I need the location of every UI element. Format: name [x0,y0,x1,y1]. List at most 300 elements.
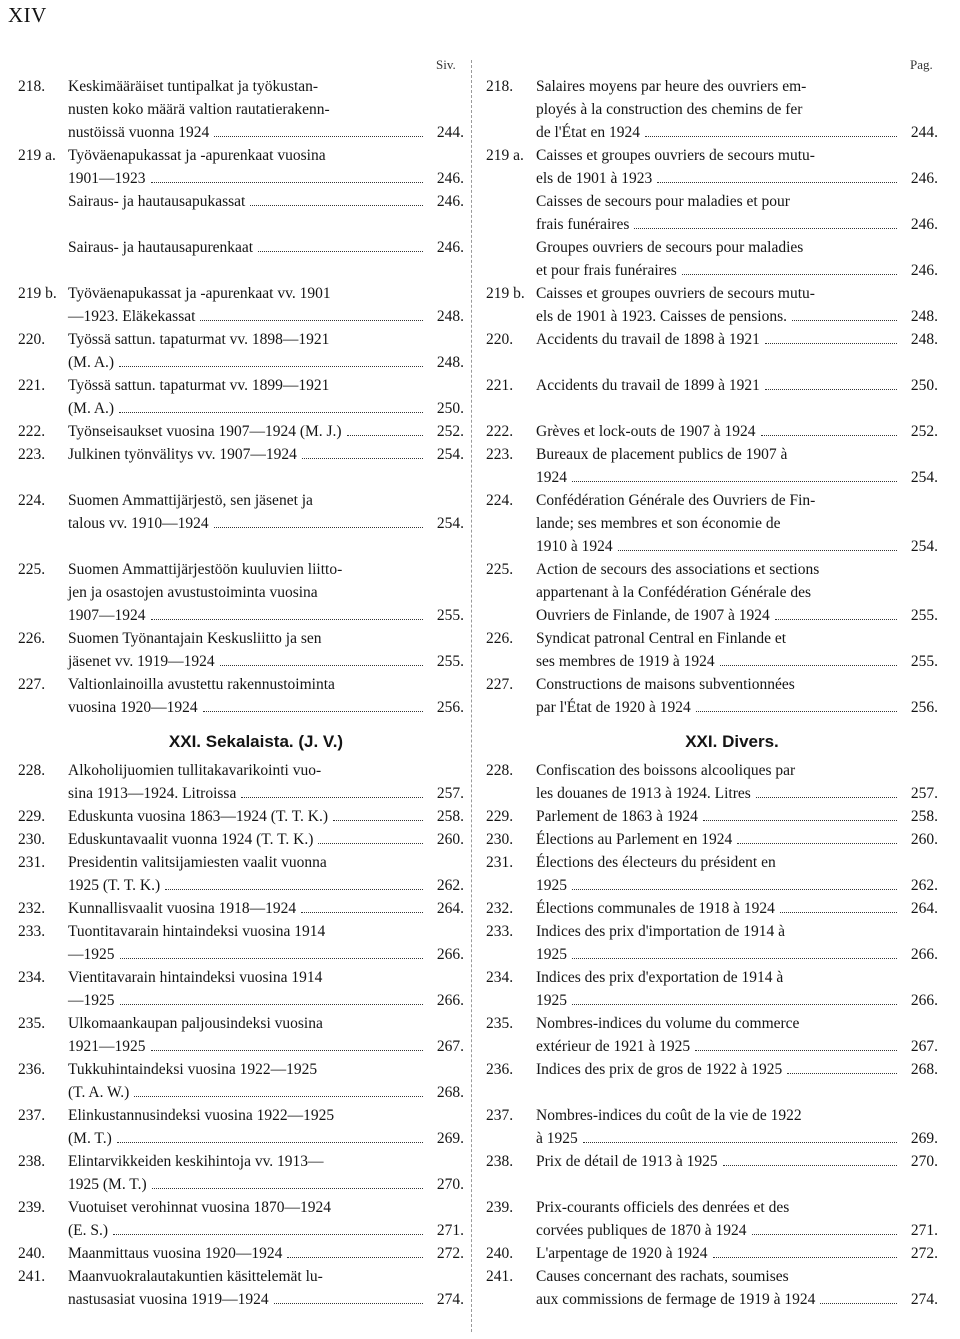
entry-page-number: 256. [910,699,938,716]
toc-entry [18,897,464,920]
entry-title [68,851,464,897]
entry-title-line: Suomen Työnantajain Keskusliitto ja sen [68,630,322,647]
entry-title-line: ses membres de 1919 à 1924 [536,653,715,670]
dot-leader [241,797,423,798]
entry-page-number: 246. [436,239,464,256]
toc-entry [18,443,464,466]
entry-title-line: nustöissä vuonna 1924 [68,124,210,141]
entry-title-line: Prix de détail de 1913 à 1925 [536,1153,718,1170]
entry-title [68,282,464,328]
entry-title-line: nastusasiat vuosina 1919—1924 [68,1291,269,1308]
dot-leader [720,665,897,666]
entry-title [68,420,464,443]
entry-title-line: (M. T.) [68,1130,112,1147]
toc-entry [486,627,938,673]
toc-entry [486,190,938,236]
entry-number: 222. [18,423,46,440]
dot-leader [220,665,423,666]
entry-page-number: 266. [436,992,464,1009]
entry-number: 228. [18,762,46,779]
entry-title-line: Vuotuiset verohinnat vuosina 1870—1924 [68,1199,331,1216]
entry-page-number: 269. [436,1130,464,1147]
finnish-column [18,75,464,1311]
dot-leader [583,1142,897,1143]
dot-leader [780,912,897,913]
entry-page-number: 257. [910,785,938,802]
entry-title [536,1104,938,1150]
entry-page-number: 264. [436,900,464,917]
toc-entry [486,1058,938,1081]
entry-title [68,966,464,1012]
entry-number: 227. [486,676,514,693]
entry-number: 239. [486,1199,514,1216]
french-entries-section-xxi [486,759,938,1311]
entry-page-number: 257. [436,785,464,802]
toc-entry [486,1265,938,1311]
entry-page-number: 248. [436,308,464,325]
toc-entry [486,828,938,851]
entry-page-number: 272. [436,1245,464,1262]
entry-page-number: 274. [436,1291,464,1308]
entry-title [68,1196,464,1242]
toc-entry [18,759,464,805]
entry-title-line: aux commissions de fermage de 1919 à 1924 [536,1291,816,1308]
toc-entry [486,1196,938,1242]
entry-page-number: 248. [910,308,938,325]
entry-title-line: Élections au Parlement en 1924 [536,831,733,848]
dot-leader [723,1165,897,1166]
entry-page-number: 271. [910,1222,938,1239]
entry-page-number: 262. [436,877,464,894]
entry-number: 224. [486,492,514,509]
entry-title-line: extérieur de 1921 à 1925 [536,1038,691,1055]
dot-leader [765,389,897,390]
entry-title-line: appartenant à la Confédération Générale des [536,584,811,601]
dot-leader [287,1257,423,1258]
entry-page-number: 254. [910,469,938,486]
entry-title-line: Prix-courants officiels des denrées et des [536,1199,790,1216]
toc-entry [486,966,938,1012]
entry-page-number: 260. [910,831,938,848]
dot-leader [737,843,897,844]
entry-title-line: 1925 (M. T.) [68,1176,147,1193]
entry-number: 237. [18,1107,46,1124]
toc-entry [486,1242,938,1265]
entry-title [68,897,464,920]
entry-title-line: Maanmittaus vuosina 1920—1924 [68,1245,283,1262]
entry-number: 222. [486,423,514,440]
toc-entry [486,374,938,397]
entry-title [536,1150,938,1173]
entry-number: 225. [486,561,514,578]
entry-title-line: Työväenapukassat ja -apurenkaat vuosina [68,147,326,164]
dot-leader [120,1004,424,1005]
dot-leader [203,711,423,712]
toc-entry [18,966,464,1012]
entry-number: 233. [18,923,46,940]
toc-entry [18,190,464,213]
toc-entry [18,420,464,443]
entry-title-line: talous vv. 1910—1924 [68,515,209,532]
entry-number: 227. [18,676,46,693]
entry-page-number: 262. [910,877,938,894]
entry-number: 238. [18,1153,46,1170]
entry-title [536,420,938,443]
entry-title [536,759,938,805]
entry-title [68,1150,464,1196]
toc-entry [18,1196,464,1242]
entry-number: 236. [486,1061,514,1078]
entry-page-number: 250. [436,400,464,417]
entry-page-number: 246. [436,170,464,187]
entry-title [68,920,464,966]
entry-title [536,828,938,851]
page-number: XIV [8,3,47,27]
entry-number: 224. [18,492,46,509]
entry-page-number: 255. [910,653,938,670]
entry-title-line: —1925 [68,992,115,1009]
entry-title-line: Sairaus- ja hautausapurenkaat [68,239,254,256]
dot-leader [347,435,423,436]
entry-page-number: 264. [910,900,938,917]
entry-title-line: Groupes ouvriers de secours pour maladies [536,239,804,256]
dot-leader [214,527,423,528]
entry-title-line: Tuontitavarain hintaindeksi vuosina 1914 [68,923,326,940]
toc-entry [18,282,464,328]
entry-page-number: 274. [910,1291,938,1308]
entry-title-line: Salaires moyens par heure des ouvriers em- [536,78,807,95]
dot-leader [713,1257,897,1258]
entry-page-number: 250. [910,377,938,394]
dot-leader [572,481,897,482]
dot-leader [119,412,423,413]
entry-title-line: Constructions de maisons subventionnées [536,676,795,693]
dot-leader [151,1050,424,1051]
dot-leader [165,889,423,890]
toc-entry [18,673,464,719]
french-section-heading: XXI. Divers. [685,732,779,751]
dot-leader [274,1303,423,1304]
toc-entry [18,851,464,897]
entry-title-line: jen ja osastojen avustustoiminta vuosina [68,584,318,601]
entry-page-number: 246. [910,216,938,233]
entry-number: 226. [486,630,514,647]
entry-title [536,558,938,627]
entry-title-line: 1910 à 1924 [536,538,613,555]
entry-title-line: Presidentin valitsijamiesten vaalit vuonna [68,854,327,871]
entry-title-line: Indices des prix de gros de 1922 à 1925 [536,1061,783,1078]
entry-number: 229. [18,808,46,825]
entry-title-line: Sairaus- ja hautausapukassat [68,193,246,210]
finnish-entries [18,75,464,719]
entry-title-line: Indices des prix d'importation de 1914 à [536,923,786,940]
dot-leader [250,205,423,206]
entry-page-number: 266. [910,946,938,963]
finnish-entries-section-xxi [18,759,464,1311]
entry-title-line: Maanvuokralautakuntien käsittelemät lu- [68,1268,323,1285]
entry-title [68,627,464,673]
entry-title [68,236,464,259]
dot-leader [695,1050,897,1051]
entry-number: 239. [18,1199,46,1216]
entry-title-line: Vientitavarain hintaindeksi vuosina 1914 [68,969,323,986]
toc-entry [18,627,464,673]
dot-leader [696,711,897,712]
entry-title [536,328,938,351]
toc-entry [18,236,464,259]
entry-page-number: 255. [910,607,938,624]
entry-number: 232. [486,900,514,917]
finnish-section-heading: XXI. Sekalaista. (J. V.) [168,732,344,751]
toc-entry [486,558,938,627]
entry-number: 219 a. [18,147,56,164]
entry-number: 221. [18,377,46,394]
entry-number: 241. [18,1268,46,1285]
entry-title [536,282,938,328]
entry-title [68,1012,464,1058]
entry-title-line: Élections communales de 1918 à 1924 [536,900,775,917]
dot-leader [703,820,897,821]
toc-entry [18,1012,464,1058]
entry-title [536,805,938,828]
entry-title-line: Caisses de secours pour maladies et pour [536,193,790,210]
toc-entry [18,1104,464,1150]
entry-title [68,1242,464,1265]
entry-title-line: Action de secours des associations et sections [536,561,820,578]
entry-title-line: ployés à la construction des chemins de fer [536,101,803,118]
entry-number: 219 b. [18,285,57,302]
dot-leader [302,458,423,459]
entry-title [536,190,938,236]
entry-number: 225. [18,561,46,578]
dot-leader [152,1188,423,1189]
entry-title-line: 1924 [536,469,567,486]
entry-number: 223. [18,446,46,463]
entry-page-number: 258. [436,808,464,825]
entry-page-number: 266. [436,946,464,963]
toc-entry [486,1012,938,1058]
toc-entry [18,828,464,851]
entry-title-line: Caisses et groupes ouvriers de secours mutu- [536,147,815,164]
entry-title-line: 1925 [536,992,567,1009]
entry-number: 220. [18,331,46,348]
entry-title [536,489,938,558]
dot-leader [301,912,423,913]
entry-page-number: 244. [436,124,464,141]
entry-number: 230. [486,831,514,848]
entry-title [68,759,464,805]
dot-leader [618,550,897,551]
entry-title-line: Kunnallisvaalit vuosina 1918—1924 [68,900,297,917]
entry-title-line: Caisses et groupes ouvriers de secours mutu- [536,285,815,302]
entry-title [68,828,464,851]
entry-number: 220. [486,331,514,348]
dot-leader [318,843,423,844]
entry-number: 218. [18,78,46,95]
entry-title [68,144,464,190]
entry-title-line: nusten koko määrä valtion rautatierakenn- [68,101,330,118]
entry-title-line: Tukkuhintaindeksi vuosina 1922—1925 [68,1061,318,1078]
entry-title-line: —1925 [68,946,115,963]
entry-title-line: à 1925 [536,1130,578,1147]
dot-leader [752,1234,898,1235]
entry-page-number: 258. [910,808,938,825]
entry-title-line: L'arpentage de 1920 à 1924 [536,1245,708,1262]
french-column [486,75,938,1311]
entry-title-line: les douanes de 1913 à 1924. Litres [536,785,751,802]
entry-title-line: Suomen Ammattijärjestöön kuuluvien liitto- [68,561,343,578]
entry-number: 228. [486,762,514,779]
toc-entry [486,1104,938,1150]
entry-title-line: Eduskuntavaalit vuonna 1924 (T. T. K.) [68,831,314,848]
entry-title [68,489,464,535]
entry-title-line: Keskimääräiset tuntipalkat ja työkustan- [68,78,319,95]
toc-entry [18,1150,464,1196]
entry-title-line: et pour frais funéraires [536,262,677,279]
entry-number: 234. [486,969,514,986]
entry-title-line: Työnseisaukset vuosina 1907—1924 (M. J.) [68,423,342,440]
dot-leader [200,320,423,321]
entry-title [536,374,938,397]
entry-title [536,1058,938,1081]
entry-title [536,920,938,966]
entry-title [68,558,464,627]
dot-leader [117,1142,423,1143]
entry-page-number: 244. [910,124,938,141]
entry-number: 236. [18,1061,46,1078]
toc-entry [486,236,938,282]
toc-entry [18,558,464,627]
entry-title-line: sina 1913—1924. Litroissa [68,785,237,802]
entry-title-line: Indices des prix d'exportation de 1914 à [536,969,784,986]
entry-page-number: 254. [436,515,464,532]
entry-title-line: (M. A.) [68,354,115,371]
entry-number: 235. [486,1015,514,1032]
entry-title-line: corvées publiques de 1870 à 1924 [536,1222,747,1239]
toc-entry [18,144,464,190]
dot-leader [151,619,424,620]
toc-entry [486,75,938,144]
entry-title-line: Nombres-indices du volume du commerce [536,1015,800,1032]
entry-title [536,673,938,719]
entry-number: 234. [18,969,46,986]
entry-title-line: Ouvriers de Finlande, de 1907 à 1924 [536,607,770,624]
toc-entry [18,489,464,535]
entry-page-number: 246. [910,170,938,187]
entry-title-line: 1925 (T. T. K.) [68,877,161,894]
entry-title-line: lande; ses membres et son économie de [536,515,781,532]
french-entries [486,75,938,719]
toc-entry [486,1150,938,1173]
entry-number: 219 b. [486,285,525,302]
entry-title [536,236,938,282]
entry-page-number: 254. [436,446,464,463]
entry-title-line: Ulkomaankaupan paljousindeksi vuosina [68,1015,323,1032]
dot-leader [645,136,897,137]
dot-leader [572,1004,897,1005]
dot-leader [258,251,423,252]
column-head-pag: Pag. [910,57,933,72]
entry-page-number: 255. [436,653,464,670]
entry-page-number: 254. [910,538,938,555]
entry-title [536,966,938,1012]
entry-page-number: 255. [436,607,464,624]
toc-entry [486,920,938,966]
dot-leader [214,136,423,137]
dot-leader [787,1073,897,1074]
entry-title [68,1058,464,1104]
entry-title [68,805,464,828]
entry-title-line: Elinkustannusindeksi vuosina 1922—1925 [68,1107,335,1124]
entry-page-number: 268. [910,1061,938,1078]
dot-leader [682,274,897,275]
entry-title [68,1104,464,1150]
dot-leader [756,797,897,798]
dot-leader [792,320,897,321]
entry-title [536,897,938,920]
dot-leader [119,366,423,367]
entry-title [68,443,464,466]
entry-title-line: Suomen Ammattijärjestö, sen jäsenet ja [68,492,313,509]
entry-title [536,75,938,144]
entry-page-number: 248. [910,331,938,348]
entry-number: 231. [486,854,514,871]
entry-title-line: Confédération Générale des Ouvriers de Fin- [536,492,816,509]
entry-page-number: 252. [436,423,464,440]
entry-page-number: 269. [910,1130,938,1147]
entry-number: 240. [18,1245,46,1262]
entry-title-line: Accidents du travail de 1898 à 1921 [536,331,760,348]
entry-page-number: 260. [436,831,464,848]
entry-page-number: 267. [436,1038,464,1055]
entry-title-line: els de 1901 à 1923. Caisses de pensions. [536,308,787,325]
entry-title [536,1265,938,1311]
entry-page-number: 252. [910,423,938,440]
entry-title [536,1242,938,1265]
entry-title-line: Eduskunta vuosina 1863—1924 (T. T. K.) [68,808,329,825]
dot-leader [820,1303,897,1304]
entry-page-number: 246. [910,262,938,279]
dot-leader [113,1234,423,1235]
entry-title [68,1265,464,1311]
entry-page-number: 248. [436,354,464,371]
toc-entry [486,805,938,828]
entry-number: 231. [18,854,46,871]
toc-entry [18,1265,464,1311]
entry-title-line: Julkinen työnvälitys vv. 1907—1924 [68,446,297,463]
toc-entry [486,144,938,190]
entry-number: 240. [486,1245,514,1262]
entry-number: 238. [486,1153,514,1170]
toc-entry [486,282,938,328]
entry-title-line: Syndicat patronal Central en Finlande et [536,630,787,647]
toc-entry [18,920,464,966]
entry-title-line: (E. S.) [68,1222,109,1239]
entry-title [68,328,464,374]
column-divider [471,60,472,1332]
entry-number: 221. [486,377,514,394]
entry-number: 241. [486,1268,514,1285]
entry-page-number: 270. [910,1153,938,1170]
entry-number: 219 a. [486,147,524,164]
toc-entry [486,673,938,719]
entry-number: 237. [486,1107,514,1124]
entry-page-number: 272. [910,1245,938,1262]
dot-leader [657,182,897,183]
entry-title-line: Valtionlainoilla avustettu rakennustoiminta [68,676,335,693]
entry-title-line: Työväenapukassat ja -apurenkaat vv. 1901 [68,285,331,302]
toc-entry [18,328,464,374]
